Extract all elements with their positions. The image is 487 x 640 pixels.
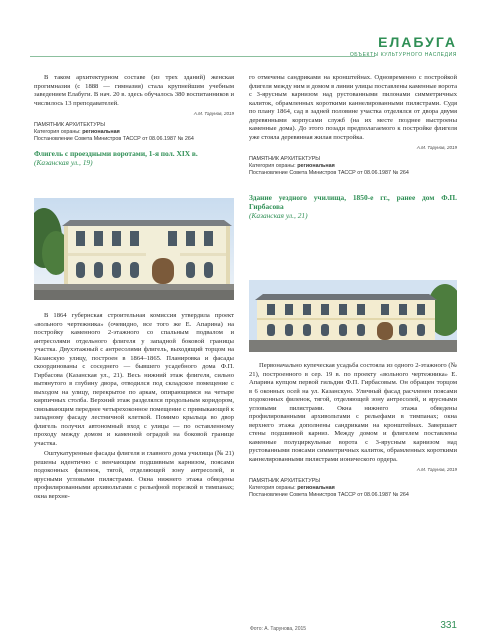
decree-text: Постановление Совета Министров ТАССР от 08.06.1987 № 264: [34, 135, 194, 142]
right-top-column: [249, 74, 457, 220]
body-paragraph: го отмечены сандриками на кронштейнах. Одновременно с постройкой флигеля между ним и домом в линии улицы поставлены каменные ворота с 3-ярусным карнизом над рустованными пилонами симметричных калиток, обрамленных короткими каннелированными пилястрами. Судя по плану 1864, сад в задней половине участка отделялся от двора двумя деревянными корпусами служб (на их месте позднее выстроены каменные дома). До этого позади предполагаемого к постройке флигеля уже стояла деревянная жилая постройка.: [249, 74, 458, 141]
object-address: (Казанская ул., 21): [249, 210, 308, 220]
author-credit: А.М. Тарунов, 2019: [416, 467, 457, 472]
object-title: [249, 193, 457, 220]
section-title: ЕЛАБУГА: [378, 34, 457, 50]
photo-school-building: [249, 280, 457, 352]
monument-type: ПАМЯТНИК АРХИТЕКТУРЫ: [34, 121, 106, 128]
author-credit: А.М. Тарунов, 2019: [416, 145, 457, 150]
page-number: 331: [440, 620, 457, 631]
decree-text: Постановление Совета Министров ТАССР от 08.06.1987 № 264: [249, 491, 409, 498]
protection-category: [34, 129, 234, 136]
monument-meta: [249, 478, 457, 499]
category-value: региональная: [82, 128, 120, 135]
body-paragraph: В 1864 губернская строительная комиссия утвердила проект «вольного чертежника» (очевидно, все того же Е. Апарина) на постройку каменного 2-этажного со спальным подвалом и антресолями отдельного флигеля у западной боковой границы участка. Двухэтажный с антресолями флигель, выходящий торцом на Казанскую улицу, построен в 1864–1865. Планировка и фасады скоординованы с соседнего — бывшего усадебного дома Ф.П. Гирбасова (Казанская ул., 21). Весь нижний этаж флигеля, сильно вытянутого в глубину двора, отводился под складское помещение с выходом на улицу, перекрытое по аркам, опирающимся на четыре кирпичных столба. Верхний этаж разделялся продольным коридором, связывающим переднее четырехоконное помещение с примыкающей к западному фасаду лестничной клеткой. Помимо крыльца во двор флигель получил автономный вход с улицы — по оставленному проходу между домом и каменной оградой на боковой границе участка.: [34, 312, 234, 447]
author-credit: А.М. Тарунов, 2019: [193, 111, 234, 116]
body-paragraph: Первоначально купеческая усадьба состояла из одного 2-этажного (№ 21), построенного в сер. 19 в. по проекту «вольного чертежника» Е. Апарина купцом первой гильдии Ф.П. Гирбасовым. Он обращен торцом в 6 оконных осей на ул. Казанскую. Уличный фасад расчленен поясами подоконных филенок, тягой, отделяющей зону антресолей, и ярусными угловыми пилястрами. Окна нижнего этажа обведены профилированными архивольтами с рельефами в тимпанах; окна верхнего этажа дополнены сандриками на кронштейнах. Завершает стены подшивной карниз. Между домом и флигелем поставлены каменные полуциркульные ворота с 3-ярусным карнизом над рустованными поясами симметричных калиток, обрамленных короткими каннелированными пилястрами ионического ордера.: [249, 362, 457, 463]
category-label: Категория охраны:: [249, 162, 296, 169]
category-label: Категория охраны:: [34, 128, 81, 135]
protection-category: [249, 485, 457, 492]
object-title: [34, 149, 234, 167]
left-top-column: [34, 74, 234, 167]
monument-type: ПАМЯТНИК АРХИТЕКТУРЫ: [249, 477, 321, 484]
monument-type: ПАМЯТНИК АРХИТЕКТУРЫ: [249, 155, 321, 162]
category-value: региональная: [297, 162, 335, 169]
intro-paragraph: В таком архитектурном составе (из трех зданий) женская прогимназия (с 1888 — гимназия) стала крупнейшим учебным заведением Елабуги. В нач. 20 в. здесь обучалось 380 воспитанников и числилось 13 преподавателей.: [34, 74, 234, 107]
monument-meta: [249, 156, 457, 177]
category-value: региональная: [297, 484, 335, 491]
building-photo-illustration: [34, 198, 234, 300]
right-bottom-column: [249, 362, 457, 499]
left-bottom-column: [34, 312, 234, 503]
category-label: Категория охраны:: [249, 484, 296, 491]
photo-credit: Фото: А. Тарунова, 2015: [250, 626, 307, 632]
building-photo-illustration: [249, 280, 457, 352]
object-name: Здание уездного училища, 1850-е гг., ранее дом Ф.П. Гирбасова: [249, 192, 457, 211]
object-address: (Казанская ул., 19): [34, 157, 93, 167]
body-paragraph: Оштукатуренные фасады флигеля и главного дома училища (№ 21) решены идентично с венчающим подшивным карнизом, поясами подоконных филенок, тягой, отделяющей зону антресолей, и ярусными угловыми пилястрами. Окна нижнего этажа обведены профилированными архивольтами с рельефной порезкой в тимпанах; окна верхне-: [34, 450, 234, 500]
section-subtitle: ОБЪЕКТЫ КУЛЬТУРНОГО НАСЛЕДИЯ: [349, 52, 457, 58]
object-name: Флигель с проездными воротами, 1-я пол. XIX в.: [34, 148, 198, 158]
photo-wing-with-gates: [34, 198, 234, 300]
header-rule: [30, 56, 375, 57]
protection-category: [249, 163, 457, 170]
monument-meta: [34, 122, 234, 143]
decree-text: Постановление Совета Министров ТАССР от 08.06.1987 № 264: [249, 169, 409, 176]
